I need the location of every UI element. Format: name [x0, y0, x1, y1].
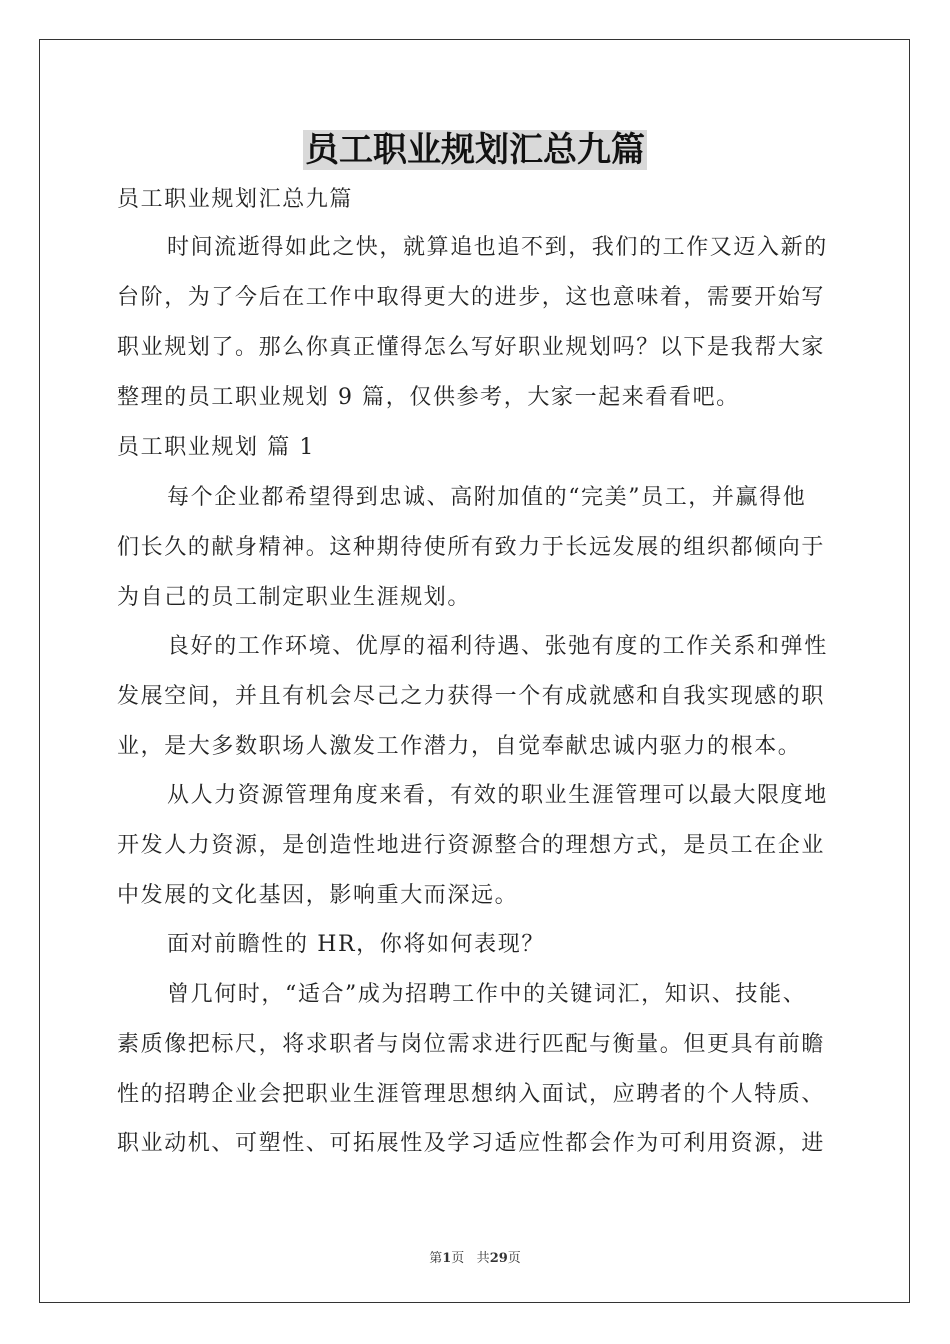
page-footer	[0, 1247, 950, 1266]
intro-line-2: 台阶，为了今后在工作中取得更大的进步，这也意味着，需要开始写	[117, 285, 826, 310]
para2-line-1: 良好的工作环境、优厚的福利待遇、张弛有度的工作关系和弹性	[167, 634, 828, 659]
subtitle: 员工职业规划汇总九篇	[117, 187, 354, 212]
para2-line-3: 业，是大多数职场人激发工作潜力，自觉奉献忠诚内驱力的根本。	[117, 734, 802, 759]
footer-total-prefix: 共	[476, 1251, 490, 1266]
para5-line-4: 职业动机、可塑性、可拓展性及学习适应性都会作为可利用资源，进	[117, 1131, 826, 1156]
document-title: 员工职业规划汇总九篇	[305, 130, 645, 170]
para5-line-2: 素质像把标尺，将求职者与岗位需求进行匹配与衡量。但更具有前瞻	[117, 1032, 826, 1057]
para1-line-2: 们长久的献身精神。这种期待使所有致力于长远发展的组织都倾向于	[117, 535, 826, 560]
para1-line-3: 为自己的员工制定职业生涯规划。	[117, 585, 472, 610]
footer-total-suffix: 页	[507, 1251, 521, 1266]
intro-line-3: 职业规划了。那么你真正懂得怎么写好职业规划吗？以下是我帮大家	[117, 335, 826, 360]
para5-line-1: 曾几何时，“适合”成为招聘工作中的关键词汇，知识、技能、	[167, 982, 807, 1007]
para5-line-3: 性的招聘企业会把职业生涯管理思想纳入面试，应聘者的个人特质、	[117, 1082, 826, 1107]
footer-total-pages: 29	[489, 1251, 508, 1266]
intro-line-1: 时间流逝得如此之快，就算追也追不到，我们的工作又迈入新的	[167, 235, 828, 260]
footer-page-prefix: 第	[429, 1251, 443, 1266]
footer-page-suffix: 页	[451, 1251, 465, 1266]
para1-line-1: 每个企业都希望得到忠诚、高附加值的“完美”员工，并赢得他	[167, 485, 807, 510]
para2-line-2: 发展空间，并且有机会尽己之力获得一个有成就感和自我实现感的职	[117, 684, 826, 709]
para4-line-1: 面对前瞻性的 HR，你将如何表现？	[167, 932, 545, 957]
footer-page-number: 1	[442, 1251, 452, 1266]
document-title-wrap	[0, 130, 950, 170]
para3-line-2: 开发人力资源，是创造性地进行资源整合的理想方式，是员工在企业	[117, 833, 826, 858]
para3-line-1: 从人力资源管理角度来看，有效的职业生涯管理可以最大限度地	[167, 783, 828, 808]
para3-line-3: 中发展的文化基因，影响重大而深远。	[117, 883, 519, 908]
section-heading: 员工职业规划 篇 1	[117, 435, 315, 460]
intro-line-4: 整理的员工职业规划 9 篇，仅供参考，大家一起来看看吧。	[117, 385, 740, 410]
